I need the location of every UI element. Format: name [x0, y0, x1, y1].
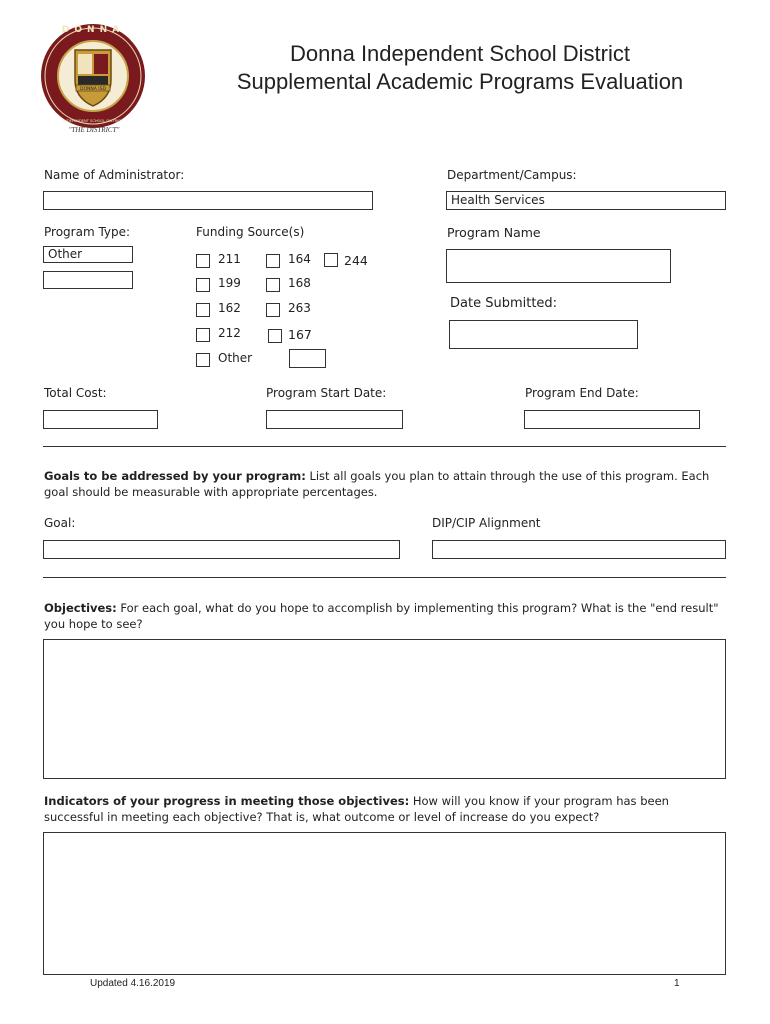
page-number: 1	[674, 978, 680, 989]
funding-checkbox-199[interactable]	[196, 278, 210, 292]
funding-checkbox-167[interactable]	[268, 329, 282, 343]
seal-caption: "THE DISTRICT"	[68, 126, 120, 134]
total-cost-label: Total Cost:	[44, 386, 107, 400]
total-cost-field[interactable]	[43, 410, 158, 429]
date-submitted-field[interactable]	[449, 320, 638, 349]
indicators-heading: Indicators of your progress in meeting those objectives:	[44, 794, 410, 808]
program-type-label: Program Type:	[44, 225, 131, 239]
funding-other-field[interactable]	[289, 349, 326, 368]
funding-label-164: 164	[288, 252, 311, 266]
funding-label-168: 168	[288, 276, 311, 290]
funding-label: Funding Source(s)	[196, 225, 305, 239]
svg-text:DONNA: DONNA	[61, 25, 125, 35]
funding-label-other: Other	[218, 351, 253, 365]
administrator-label: Name of Administrator:	[44, 168, 185, 182]
indicators-instructions	[44, 793, 724, 825]
page-title	[200, 40, 720, 96]
goals-text: List all goals you plan to attain through the use of this program. Each goal should be measurable with appropriate percentages.	[44, 469, 710, 499]
goals-heading: Goals to be addressed by your program:	[44, 469, 306, 483]
indicators-text: How will you know if your program has been successful in meeting each objective? That is, what outcome or level of increase do you expect?	[44, 794, 669, 824]
funding-label-162: 162	[218, 301, 241, 315]
objectives-heading: Objectives:	[44, 601, 117, 615]
svg-text:INDEPENDENT SCHOOL DISTRICT: INDEPENDENT SCHOOL DISTRICT	[63, 119, 123, 123]
funding-checkbox-162[interactable]	[196, 303, 210, 317]
divider-2	[43, 577, 726, 578]
date-submitted-label: Date Submitted:	[450, 296, 558, 311]
updated-date: Updated 4.16.2019	[90, 978, 176, 989]
start-date-field[interactable]	[266, 410, 403, 429]
funding-label-212: 212	[218, 326, 241, 340]
program-name-field[interactable]	[446, 249, 671, 283]
goal-label: Goal:	[44, 516, 76, 530]
program-type-select[interactable]: Other	[43, 246, 133, 263]
end-date-label: Program End Date:	[525, 386, 639, 400]
svg-text:DONNA ISD: DONNA ISD	[80, 87, 106, 92]
funding-label-211: 211	[218, 252, 241, 266]
department-label: Department/Campus:	[447, 168, 577, 182]
alignment-label: DIP/CIP Alignment	[432, 516, 541, 530]
funding-checkbox-212[interactable]	[196, 328, 210, 342]
funding-checkbox-211[interactable]	[196, 254, 210, 268]
divider-1	[43, 446, 726, 447]
title-line-2: Supplemental Academic Programs Evaluation	[236, 69, 684, 94]
goals-instructions	[44, 468, 724, 500]
department-field[interactable]: Health Services	[446, 191, 726, 210]
district-seal	[40, 18, 150, 136]
objectives-textarea[interactable]	[43, 639, 726, 779]
funding-checkbox-244[interactable]	[324, 253, 338, 267]
funding-label-263: 263	[288, 301, 311, 315]
funding-label-199: 199	[218, 276, 241, 290]
indicators-textarea[interactable]	[43, 832, 726, 975]
end-date-field[interactable]	[524, 410, 700, 429]
funding-label-167: 167	[288, 327, 312, 342]
program-type-other-field[interactable]	[43, 271, 133, 289]
funding-checkbox-263[interactable]	[266, 303, 280, 317]
funding-checkbox-168[interactable]	[266, 278, 280, 292]
goal-field[interactable]	[43, 540, 400, 559]
objectives-text: For each goal, what do you hope to accomplish by implementing this program? What is the "end result" you hope to see?	[44, 601, 719, 631]
alignment-field[interactable]	[432, 540, 726, 559]
administrator-field[interactable]	[43, 191, 373, 210]
objectives-instructions	[44, 600, 724, 632]
title-line-1: Donna Independent School District	[290, 41, 630, 66]
funding-checkbox-other[interactable]	[196, 353, 210, 367]
funding-label-244: 244	[344, 253, 368, 268]
funding-checkbox-164[interactable]	[266, 254, 280, 268]
start-date-label: Program Start Date:	[266, 386, 387, 400]
program-name-label: Program Name	[447, 225, 541, 240]
